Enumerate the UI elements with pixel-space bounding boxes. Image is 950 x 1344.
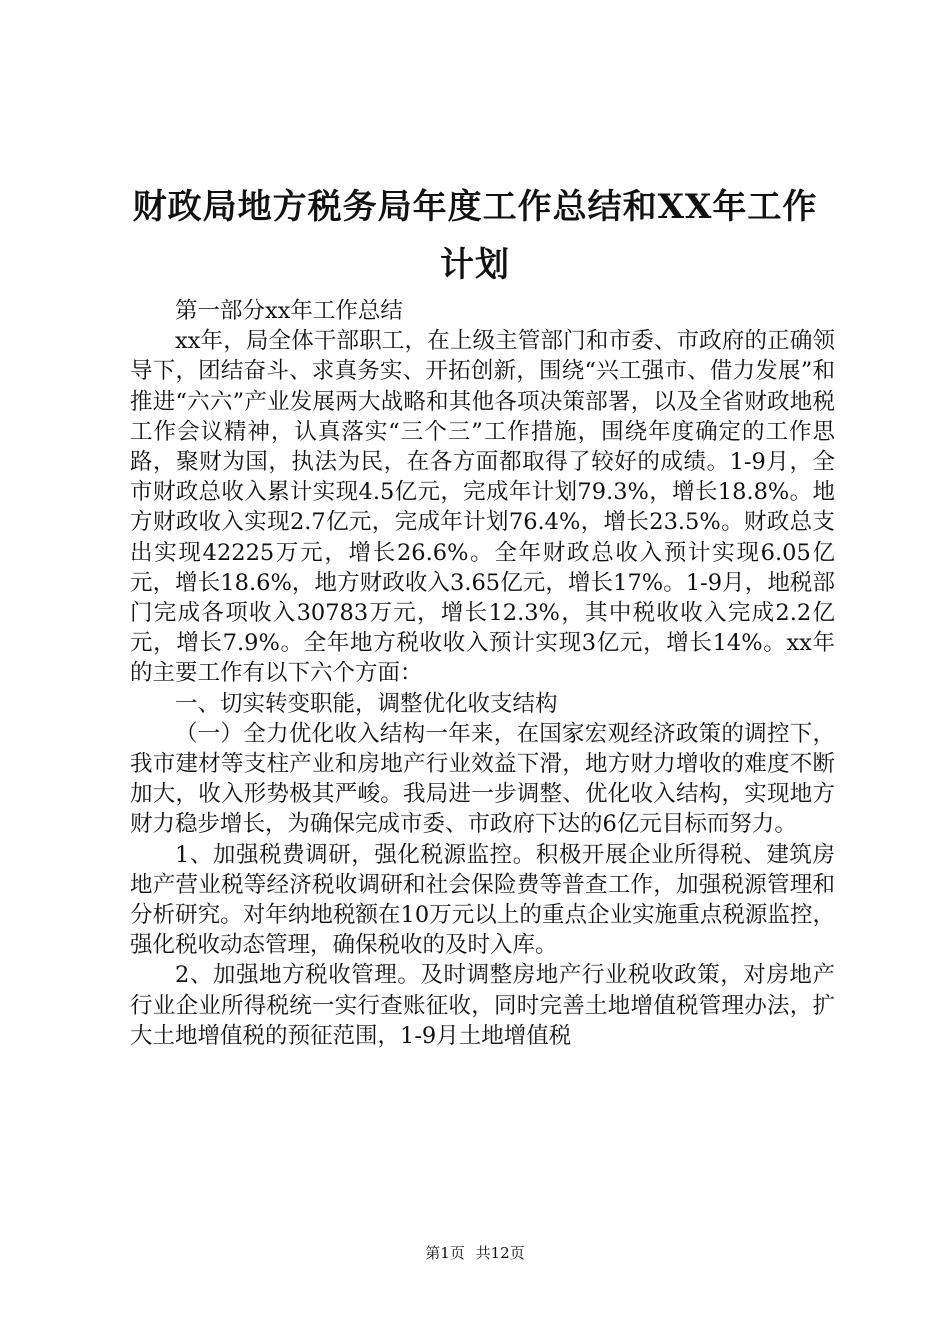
- paragraph-income-structure: （一）全力优化收入结构一年来，在国家宏观经济政策的调控下，我市建材等支柱产业和房地产行业效益下滑，地方财力增收的难度不断加大，收入形势极其严峻。我局进一步调整、优化收入结构，实现地方财力稳步增长，为确保完成市委、市政府下达的6亿元目标而努力。: [130, 720, 835, 838]
- paragraph-summary: xx年，局全体干部职工，在上级主管部门和市委、市政府的正确领导下，团结奋斗、求真务实、开拓创新，围绕“兴工强市、借力发展”和推进“六六”产业发展两大战略和其他各项决策部署，以及全省财政地税工作会议精神，认真落实“三个三”工作措施，围绕年度确定的工作思路，聚财为国，执法为民，在各方面都取得了较好的成绩。1-9月，全市财政总收入累计实现4.5亿元，完成年计划79.3%，增长18.8%。地方财政收入实现2.7亿元，完成年计划76.4%，增长23.5%。财政总支出实现42225万元，增长26.6%。全年财政总收入预计实现6.05亿元，增长18.6%，地方财政收入3.65亿元，增长17%。1-9月，地税部门完成各项收入30783万元，增长12.3%，其中税收收入完成2.2亿元，增长7.9%。全年地方税收收入预计实现3亿元，增长14%。xx年的主要工作有以下六个方面：: [130, 328, 835, 687]
- paragraph-tax-research: 1、加强税费调研，强化税源监控。积极开展企业所得税、建筑房地产营业税等经济税收调研和社会保险费等普查工作，加强税源管理和分析研究。对年纳地税额在10万元以上的重点企业实施重点税源监控，强化税收动态管理，确保税收的及时入库。: [130, 841, 835, 959]
- document-title: 财政局地方税务局年度工作总结和XX年工作计划: [132, 187, 818, 285]
- section-heading-one: 一、切实转变职能，调整优化收支结构: [175, 690, 558, 717]
- section-heading-part-one: 第一部分xx年工作总结: [175, 298, 403, 324]
- paragraph-tax-management: 2、加强地方税收管理。及时调整房地产行业税收政策，对房地产行业企业所得税统一实行查账征收，同时完善土地增值税管理办法，扩大土地增值税的预征范围，1-9月土地增值税: [130, 962, 835, 1049]
- page-footer: [0, 1243, 950, 1263]
- document-body: [130, 296, 835, 1051]
- page-total: 共12页: [475, 1244, 525, 1262]
- page-number: 第1页: [425, 1244, 465, 1262]
